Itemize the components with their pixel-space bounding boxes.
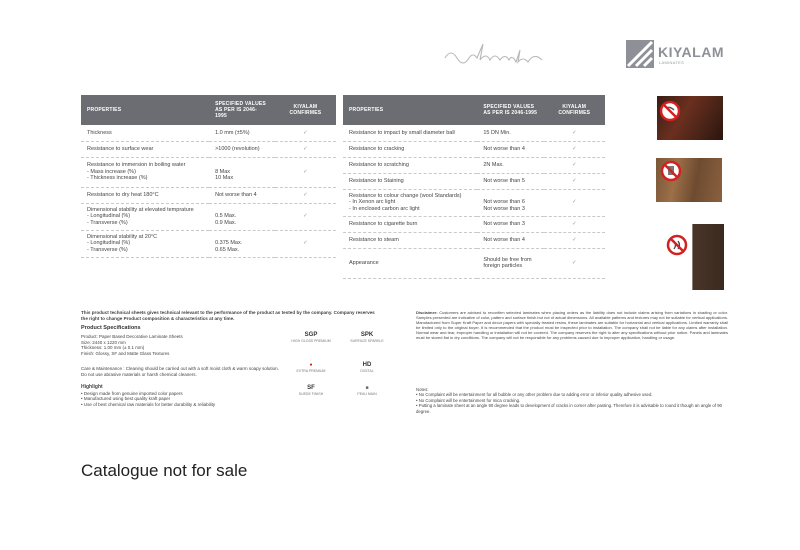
value-cell: 0.5 Max. 0.9 Max. bbox=[209, 203, 275, 230]
confirm-cell: ✓ bbox=[544, 189, 605, 216]
product-specs-lines bbox=[81, 334, 281, 356]
property-cell: Resistance to cracking bbox=[343, 141, 477, 157]
brand-tagline: LAMINATES bbox=[659, 60, 685, 65]
finish-code-peau: ■ PEAU MAIN bbox=[357, 385, 377, 396]
property-cell: Resistance to cigarette burn bbox=[343, 216, 477, 232]
property-cell: Resistance to surface wear bbox=[81, 141, 209, 157]
highlights bbox=[81, 385, 281, 407]
spec-line: Product: Paper Based Decorative Laminate Sheets bbox=[81, 334, 183, 339]
kiyalam-logo bbox=[626, 40, 724, 68]
table-row bbox=[81, 157, 336, 187]
prohibition-icon bbox=[660, 160, 682, 182]
highlight-item: • Design made from genuine imported color papers bbox=[81, 390, 183, 396]
confirm-cell: ✓ bbox=[544, 248, 605, 278]
confirm-cell: ✓ bbox=[275, 230, 336, 257]
note-item: • No Complaint will be entertainment for all bubble or any other problem due to adding error or inferior quality adhesive used. bbox=[416, 392, 653, 398]
property-cell: Resistance to colour change (wool Standards) - In Xenon arc light - In enclosed carbon arc light bbox=[343, 189, 477, 216]
property-cell: Resistance to Staining bbox=[343, 173, 477, 189]
brand-name: KIYALAM bbox=[658, 44, 724, 60]
highlight-item: • Use of best chemical raw materials for better durability & reliability bbox=[81, 401, 216, 407]
property-cell: Resistance to steam bbox=[343, 232, 477, 248]
col-properties: PROPERTIES bbox=[81, 95, 209, 125]
intro-text: This product technical sheets gives technical relevant to the performance of the product as tested by the company. Company reserves the right to change Product composition & characteristics at any time. bbox=[81, 310, 375, 321]
confirm-cell: ✓ bbox=[544, 157, 605, 173]
table-row bbox=[343, 232, 605, 248]
table-row bbox=[343, 157, 605, 173]
notes bbox=[416, 387, 728, 414]
table-row bbox=[81, 230, 336, 257]
value-cell: Not worse than 4 bbox=[477, 141, 543, 157]
confirm-cell: ✓ bbox=[275, 157, 336, 187]
finish-code-extra-premium: ● EXTRA PREMIUM bbox=[296, 362, 326, 373]
confirm-cell: ✓ bbox=[544, 216, 605, 232]
property-cell: Appearance bbox=[343, 248, 477, 278]
highlight-title: Highlight bbox=[81, 384, 103, 390]
table-row bbox=[81, 203, 336, 230]
col-specified-values: SPECIFIED VALUES AS PER IS 2046-1995 bbox=[477, 95, 543, 125]
value-cell: 1.0 mm (±5%) bbox=[209, 125, 275, 141]
prohibition-icon bbox=[659, 100, 681, 122]
finish-code-spk: SPK SURFACE SPARKLE bbox=[350, 332, 384, 343]
note-item: • No Complaint will be entertainment for mica cracking. bbox=[416, 397, 521, 403]
property-cell: Resistance to scratching bbox=[343, 157, 477, 173]
col-confirmes: KIYALAM CONFIRMES bbox=[275, 95, 336, 125]
spec-line: Finish: Glossy, SF and Matte Glass Textures bbox=[81, 350, 170, 356]
spec-line: Thickness: 1.00 mm (± 0.1 mm) bbox=[81, 345, 145, 350]
value-cell: 0.375 Max. 0.65 Max. bbox=[209, 230, 275, 257]
finish-code-hd: HD DIGITAL bbox=[360, 362, 374, 373]
table-row bbox=[343, 216, 605, 232]
disclaimer-text: Customers are advised to reconfirm selected laminates when placing orders as the liability does not include claims arising from variations in shading or color. Samples presented are indicative of color, pattern and surface finish but not of actual dimensions. All available patterns and textures may not be suitable for vertical applications. Manufactured from Super Kraft Paper and decor papers with specially treated resins, these laminates are suitable for horizontal and vertical applications. Limited warranty shall be limited only to the original buyer. It is recommended that the product must be inspected prior to installation. The company shall not be liable for any claims after installation. Normal wear and tear, improper handling or installation will not be covered. The company reserves the right to alter any specifications without prior notice. Panels and laminates must be stored flat in dry conditions. The company will not be responsible for any problems caused due to improper application, handling or usage. bbox=[416, 310, 728, 340]
table-row bbox=[343, 125, 605, 141]
property-cell: Dimensional stability at 20°C - Longitudinal (%) - Transverse (%) bbox=[81, 230, 209, 257]
laminate-sample-photo-dark bbox=[657, 96, 723, 140]
table-row bbox=[343, 173, 605, 189]
note-item: • Putting a laminate sheet at an angle 90 degree leads to development of cracks in corner after pasting. Therefore it is advisable to round it though an angle of 90 degree. bbox=[416, 403, 722, 414]
spec-table-left bbox=[81, 95, 336, 258]
notes-title: Notes: bbox=[416, 387, 429, 392]
laminate-sample-photo-brown bbox=[666, 224, 724, 290]
value-cell: Not worse than 4 bbox=[477, 232, 543, 248]
col-properties: PROPERTIES bbox=[343, 95, 477, 125]
table-row bbox=[81, 187, 336, 203]
finish-code-sf: SF SUEDE FINISH bbox=[298, 385, 324, 396]
disclaimer-label: Disclaimer: bbox=[416, 310, 438, 315]
highlight-item: • Manufactured using best quality kraft paper bbox=[81, 396, 171, 401]
confirm-cell: ✓ bbox=[544, 173, 605, 189]
table-row bbox=[81, 125, 336, 141]
property-cell: Resistance to dry heat 180°C bbox=[81, 187, 209, 203]
property-cell: Resistance to immersion in boiling water - Mass increase (%) - Thickness increase (%) bbox=[81, 157, 209, 187]
value-cell: Should be free from foreign particles bbox=[477, 248, 543, 278]
confirm-cell: ✓ bbox=[275, 187, 336, 203]
kiyalam-logo-mark bbox=[626, 40, 654, 68]
confirm-cell: ✓ bbox=[275, 125, 336, 141]
confirm-cell: ✓ bbox=[275, 203, 336, 230]
finish-code-sgp: SGP HIGH GLOSS PREMIUM bbox=[291, 332, 331, 343]
col-specified-values: SPECIFIED VALUES AS PER IS 2046-1995 bbox=[209, 95, 275, 125]
confirm-cell: ✓ bbox=[544, 125, 605, 141]
value-cell: Not worse than 3 bbox=[477, 216, 543, 232]
care-maintenance: Care & Maintenance : Cleaning should be carried out with a soft moist cloth & warm soapy solution. Do not use abrasive materials or harsh chemical cleaners. bbox=[81, 366, 279, 377]
laminate-sample-photo-wood bbox=[656, 158, 722, 202]
table-row bbox=[81, 141, 336, 157]
product-specs-title: Product Specifications bbox=[81, 325, 141, 331]
spec-line: Size: 2440 x 1220 mm bbox=[81, 339, 126, 345]
value-cell: 15 DN Min. bbox=[477, 125, 543, 141]
value-cell: Not worse than 4 bbox=[209, 187, 275, 203]
confirm-cell: ✓ bbox=[275, 141, 336, 157]
property-cell: Thickness bbox=[81, 125, 209, 141]
table-row bbox=[343, 248, 605, 278]
technical-script-title bbox=[440, 38, 610, 70]
catalogue-footer: Catalogue not for sale bbox=[81, 461, 248, 480]
table-row bbox=[343, 189, 605, 216]
value-cell: 8 Max 10 Max bbox=[209, 157, 275, 187]
value-cell: Not worse than 5 bbox=[477, 173, 543, 189]
disclaimer bbox=[416, 310, 728, 340]
value-cell: 2N Max. bbox=[477, 157, 543, 173]
property-cell: Resistance to impact by small diameter ball bbox=[343, 125, 477, 141]
confirm-cell: ✓ bbox=[544, 232, 605, 248]
table-row bbox=[343, 141, 605, 157]
spec-table-right bbox=[343, 95, 605, 279]
property-cell: Dimensional stability at elevated temprature - Longitudinal (%) - Transverse (%) bbox=[81, 203, 209, 230]
value-cell: >1000 (revolution) bbox=[209, 141, 275, 157]
prohibition-icon bbox=[666, 234, 688, 256]
confirm-cell: ✓ bbox=[544, 141, 605, 157]
col-confirmes: KIYALAM CONFIRMES bbox=[544, 95, 605, 125]
value-cell: Not worse than 6 Not worse than 3 bbox=[477, 189, 543, 216]
